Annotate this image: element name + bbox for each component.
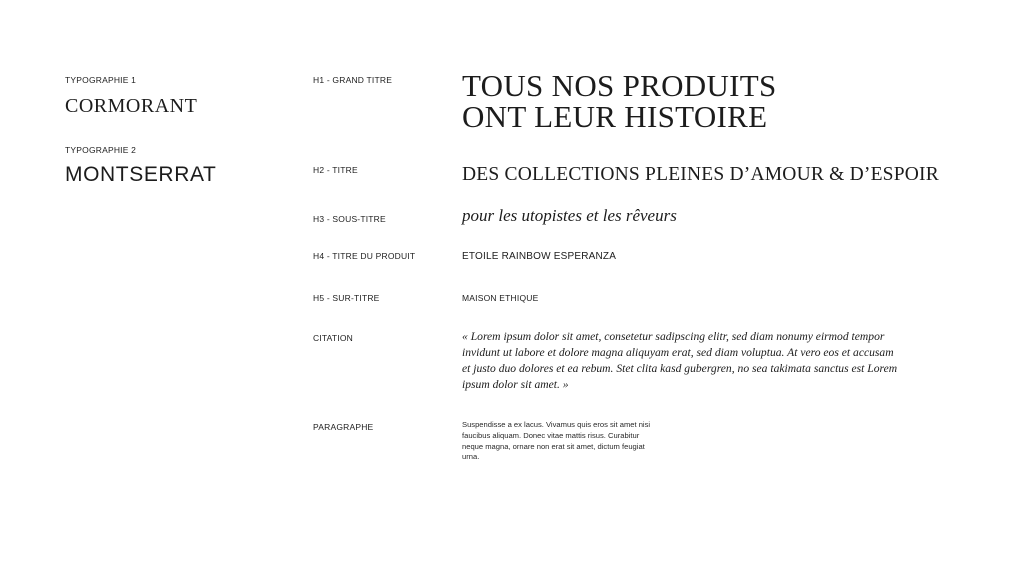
font-1-name: CORMORANT (65, 95, 198, 117)
h2-label: H2 - TITRE (313, 165, 358, 175)
paragraph-label: PARAGRAPHE (313, 422, 374, 432)
h5-sample: MAISON ETHIQUE (462, 293, 539, 303)
h5-label: H5 - SUR-TITRE (313, 293, 380, 303)
h1-label: H1 - GRAND TITRE (313, 75, 393, 85)
h4-label: H4 - TITRE DU PRODUIT (313, 251, 416, 261)
paragraph-sample: Suspendisse a ex lacus. Vivamus quis eros sit amet nisi faucibus aliquam. Donec vitae mattis risus. Curabitur neque magna, ornare non erat sit amet, dictum feugiat urna. (462, 420, 651, 462)
font-1-caption: TYPOGRAPHIE 1 (65, 75, 137, 85)
quote-label: CITATION (313, 333, 354, 343)
h3-sample: pour les utopistes et les rêveurs (462, 206, 677, 225)
h1-sample (462, 70, 777, 132)
quote-sample: « Lorem ipsum dolor sit amet, consetetur sadipscing elitr, sed diam nonumy eirmod tempor invidunt ut labore et dolore magna aliquyam erat, sed diam voluptua. At vero eos et accusam et justo duo dolores et ea rebum. Stet clita kasd gubergren, no sea takimata sanctus est Lorem ipsum dolor sit amet. » (462, 330, 898, 391)
h4-sample: ETOILE RAINBOW ESPERANZA (462, 251, 617, 262)
font-2-caption: TYPOGRAPHIE 2 (65, 145, 137, 155)
h3-label: H3 - SOUS-TITRE (313, 214, 386, 224)
h1-sample-line-2: ONT LEUR HISTOIRE (462, 99, 768, 134)
font-2-name: MONTSERRAT (65, 163, 217, 186)
h1-sample-line-1: TOUS NOS PRODUITS (462, 68, 777, 103)
h2-sample: DES COLLECTIONS PLEINES D’AMOUR & D’ESPOIR (462, 164, 939, 185)
